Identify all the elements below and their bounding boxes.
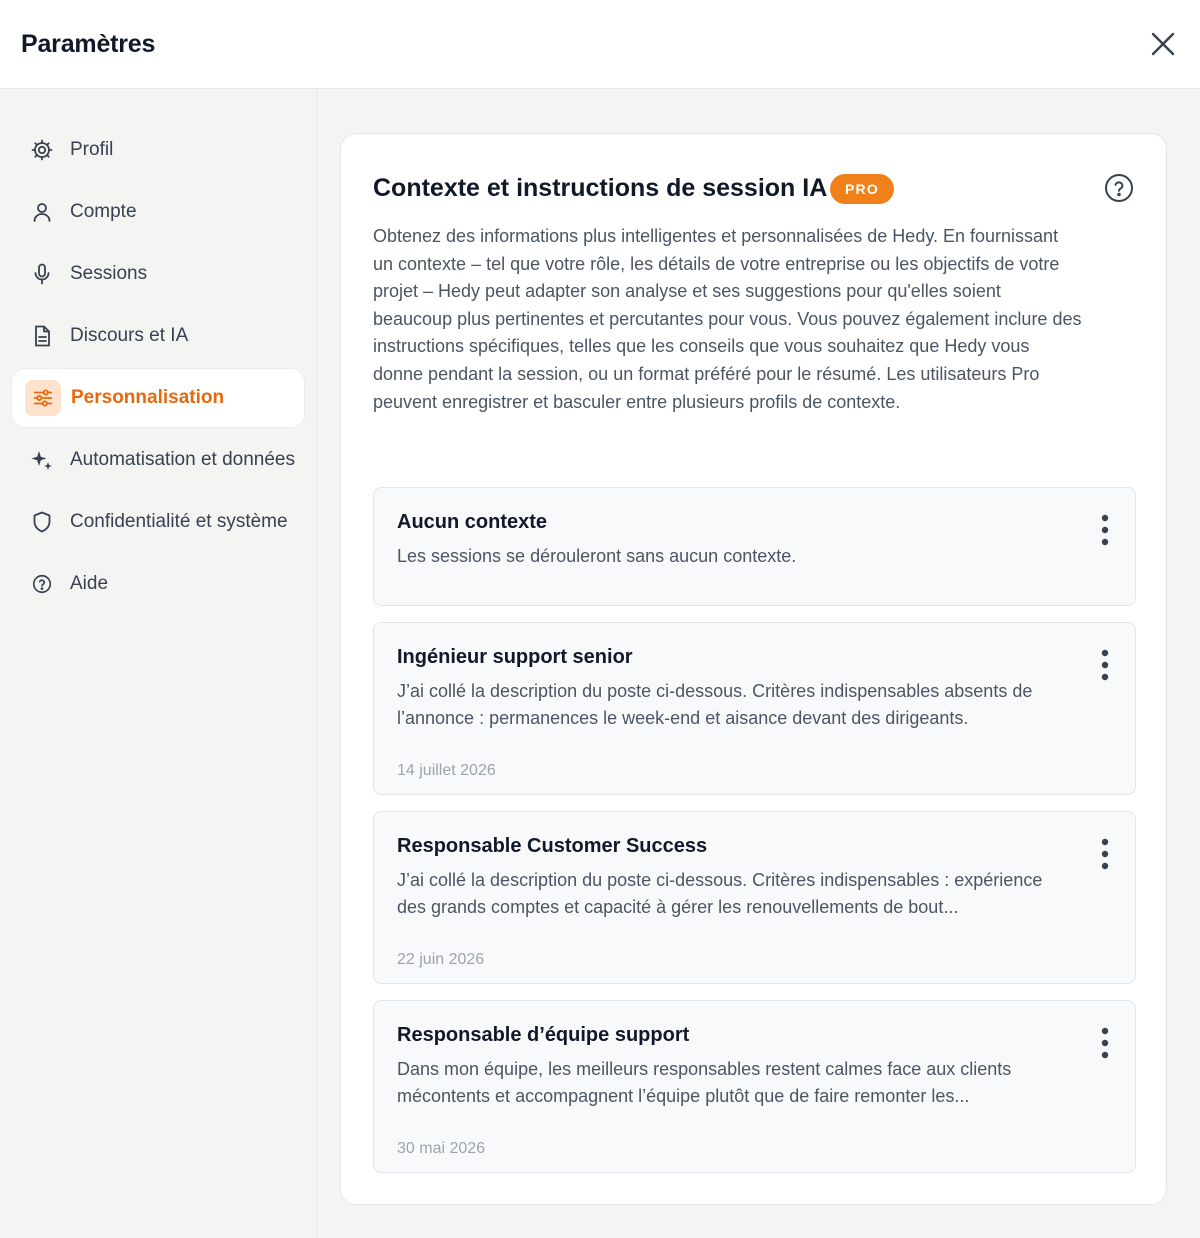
sidebar-item-label: Compte (70, 201, 137, 222)
card-description: Les sessions se dérouleront sans aucun contexte. (397, 546, 797, 566)
card-date: 22 juin 2026 (397, 951, 485, 968)
close-button[interactable] (1146, 27, 1180, 61)
settings-header (0, 0, 1200, 89)
sidebar-item-compte[interactable] (11, 182, 305, 242)
close-icon (1150, 31, 1176, 57)
sparkles-icon (24, 442, 60, 478)
card-description: J’ai collé la description du poste ci-dessous. Critères indispensables : expérience des grands comptes et capacité à gérer les renouvellements de bout... (397, 870, 1043, 917)
card-description: J’ai collé la description du poste ci-dessous. Critères indispensables absents de l’annonce : permanences le week-end et aisance devant des dirigeants. (397, 681, 1033, 728)
context-profile-card[interactable] (373, 487, 1136, 606)
microphone-icon (24, 256, 60, 292)
pro-badge: PRO (830, 174, 894, 204)
more-options-button[interactable] (1088, 836, 1122, 872)
user-icon (24, 194, 60, 230)
context-profile-card[interactable] (373, 811, 1136, 984)
more-options-button[interactable] (1088, 1025, 1122, 1061)
card-title: Responsable d’équipe support (397, 1024, 690, 1046)
settings-sidebar (0, 89, 317, 1238)
card-title: Responsable Customer Success (397, 835, 708, 857)
shield-icon (24, 504, 60, 540)
help-circle-icon (24, 566, 60, 602)
more-vertical-icon (1101, 1027, 1109, 1059)
card-date: 14 juillet 2026 (397, 762, 496, 779)
context-profile-card[interactable] (373, 1000, 1136, 1173)
sidebar-item-automatisation[interactable] (11, 430, 305, 490)
sidebar-item-discours-ia[interactable] (11, 306, 305, 366)
card-description: Dans mon équipe, les meilleurs responsables restent calmes face aux clients mécontents et accompagnent l’équipe plutôt que de faire remonter les... (397, 1059, 1012, 1106)
section-title: Contexte et instructions de session IA (373, 174, 828, 202)
question-circle-icon (1104, 173, 1134, 203)
sliders-icon (25, 380, 61, 416)
sidebar-item-label: Automatisation et données (70, 449, 295, 470)
section-description: Obtenez des informations plus intelligentes et personnalisées de Hedy. En fournissant un contexte – tel que votre rôle, les détails de votre entreprise ou les objectifs de votre projet – Hedy peut adapter son analyse et ses suggestions pour qu'elles soient beaucoup plus pertinentes et percutantes pour vous. Vous pouvez également inclure des instructions spécifiques, telles que les conseils que vous souhaitez que Hedy vous donne pendant la session, ou un format préféré pour le résumé. Les utilisateurs Pro peuvent enregistrer et basculer entre plusieurs profils de contexte. (373, 226, 1082, 412)
help-button[interactable] (1103, 172, 1135, 204)
sidebar-item-label: Personnalisation (71, 387, 225, 408)
sidebar-item-profil[interactable] (11, 120, 305, 180)
document-icon (24, 318, 60, 354)
more-options-button[interactable] (1088, 647, 1122, 683)
sidebar-item-aide[interactable] (11, 554, 305, 614)
more-vertical-icon (1101, 514, 1109, 546)
card-title: Ingénieur support senior (397, 646, 633, 668)
context-profile-card[interactable] (373, 622, 1136, 795)
sidebar-item-personnalisation[interactable] (11, 368, 305, 428)
card-title: Aucun contexte (397, 511, 548, 533)
more-vertical-icon (1101, 838, 1109, 870)
sidebar-item-label: Sessions (70, 263, 148, 284)
more-options-button[interactable] (1088, 512, 1122, 548)
card-date: 30 mai 2026 (397, 1140, 486, 1157)
gear-icon (24, 132, 60, 168)
sidebar-item-sessions[interactable] (11, 244, 305, 304)
sidebar-item-label: Discours et IA (70, 325, 189, 346)
sidebar-item-label: Aide (70, 573, 109, 594)
sidebar-item-label: Confidentialité et système (70, 511, 288, 532)
sidebar-item-confidentialite[interactable] (11, 492, 305, 552)
page-title: Paramètres (21, 30, 156, 58)
sidebar-item-label: Profil (70, 139, 114, 160)
more-vertical-icon (1101, 649, 1109, 681)
context-settings-panel (340, 133, 1167, 1205)
